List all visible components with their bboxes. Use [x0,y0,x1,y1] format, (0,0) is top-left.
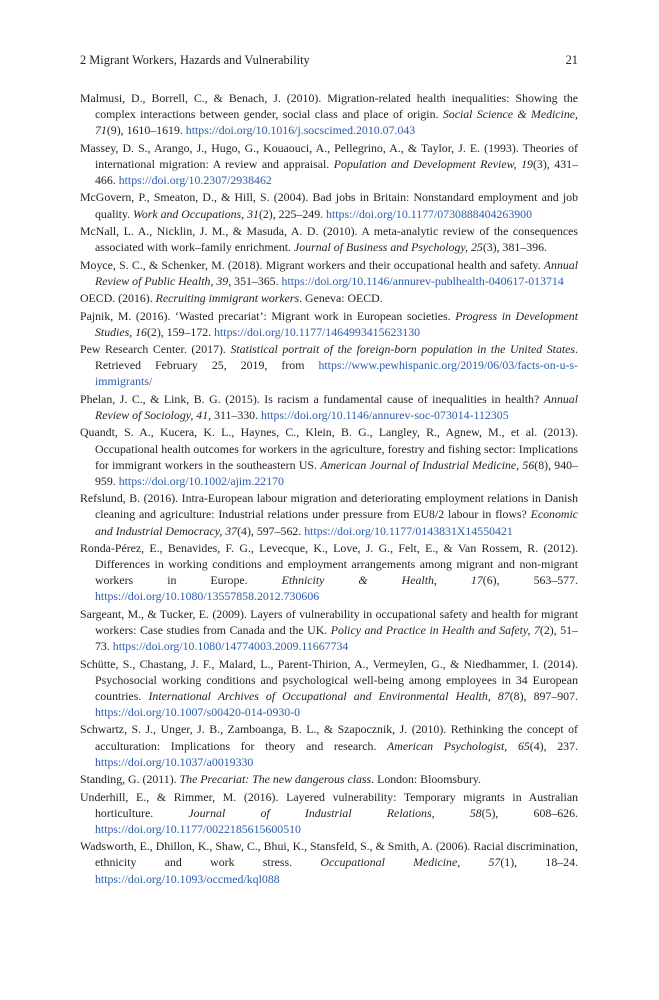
journal-title: Journal of Business and Psychology, 25 [293,240,483,255]
reference-text: (4), 597–562. [237,523,305,538]
reference-text: (4), 237. [529,738,578,753]
journal-title: Statistical portrait of the foreign-born population in the United States [230,342,576,357]
reference-text: (1), 18–24. [500,855,578,870]
doi-link[interactable]: https://doi.org/10.1177/0022185615600510 [95,821,301,836]
journal-title: Recruiting immigrant workers [155,291,300,306]
reference-text: (8), 897–907. [509,688,578,703]
page-number: 21 [565,53,578,67]
reference-entry [80,540,578,605]
running-header [80,52,578,68]
reference-text: Underhill, E., & Rimmer, M. (2016). Layered vulnerability: Temporary migrants in Australian horticulture. [80,789,578,820]
reference-entry [80,341,578,389]
reference-text: (2), 225–249. [258,206,327,221]
journal-title: Ethnicity & Health, 17 [281,573,483,588]
doi-link[interactable]: https://doi.org/10.1146/annurev-publhealth-040617-013714 [281,273,564,288]
reference-text: Quandt, S. A., Kucera, K. L., Haynes, C., Klein, B. G., Langley, R., Agnew, M., et al. (2013). Occupational health outcomes for workers in the agriculture, forestry and fishing sector: Implications for immigrant workers in the southeastern US. [80,425,578,472]
reference-text: . Retrieved February 25, 2019, from [95,342,578,373]
journal-title: American Journal of Industrial Medicine, 56 [320,457,535,472]
reference-entry [80,189,578,221]
reference-text: Refslund, B. (2016). Intra-European labour migration and deteriorating employment relations in Danish cleaning and agriculture: Industrial relations under pressure from EU8/2 labour in flows? [80,491,578,522]
journal-title: Occupational Medicine, 57 [320,855,501,870]
reference-entry [80,257,578,289]
doi-link[interactable]: https://doi.org/10.1177/0730888404263900 [326,206,533,221]
journal-title: Social Science & Medicine, 71 [95,107,578,138]
doi-link[interactable]: https://doi.org/10.1146/annurev-soc-073014-112305 [261,407,509,422]
doi-link[interactable]: https://doi.org/10.2307/2938462 [118,173,272,188]
reference-text: Standing, G. (2011). [80,772,180,787]
doi-link[interactable]: https://doi.org/10.1002/ajim.22170 [118,473,284,488]
reference-text: , 351–365. [228,273,282,288]
reference-text: Malmusi, D., Borrell, C., & Benach, J. (2010). Migration-related health inequalities: Showing the complex interactions between gender, social class and place of origin. [80,91,578,122]
reference-text: OECD. (2016). [80,291,156,306]
reference-text: Wadsworth, E., Dhillon, K., Shaw, C., Bhui, K., Stansfeld, S., & Smith, A. (2006). Racial discrimination, ethnicity and work stress. [80,839,578,870]
reference-entry [80,290,578,306]
journal-title: Population and Development Review, 19 [333,156,533,171]
reference-text: . London: Bloomsbury. [371,772,481,787]
reference-entry [80,721,578,769]
doi-link[interactable]: https://doi.org/10.1037/a0019330 [95,754,254,769]
doi-link[interactable]: https://doi.org/10.1080/14774003.2009.11667734 [112,639,349,654]
reference-text: McNall, L. A., Nicklin, J. M., & Masuda, A. D. (2010). A meta-analytic review of the consequences associated with work–family enrichment. [80,224,578,255]
reference-text: , 311–330. [208,407,262,422]
reference-entry [80,838,578,886]
journal-title: Progress in Development Studies, 16 [95,308,578,339]
reference-text: Phelan, J. C., & Link, B. G. (2015). Is racism a fundamental cause of inequalities in health? [80,391,544,406]
reference-entry [80,490,578,538]
reference-entry [80,789,578,837]
journal-title: American Psychologist, 65 [387,738,530,753]
journal-title: The Precariat: The new dangerous class [179,772,372,787]
reference-entry [80,223,578,255]
reference-entry [80,424,578,489]
journal-title: Economic and Industrial Democracy, 37 [95,507,578,538]
reference-text: Pajnik, M. (2016). ‘Wasted precariat’: Migrant work in European societies. [80,308,456,323]
reference-text: Schwartz, S. J., Unger, J. B., Zamboanga, B. L., & Szapocznik, J. (2010). Rethinking the concept of acculturation: Implications for theory and research. [80,722,578,753]
reference-text: (8), 940–959. [95,457,578,488]
reference-text: (2), 51–73. [95,623,578,654]
reference-text: (2), 159–172. [146,324,215,339]
reference-text: . Geneva: OECD. [299,291,383,306]
reference-text: Pew Research Center. (2017). [80,342,231,357]
doi-link[interactable]: https://doi.org/10.1093/occmed/kql088 [95,871,280,886]
journal-title: Journal of Industrial Relations, 58 [188,805,482,820]
reference-text: Massey, D. S., Arango, J., Hugo, G., Kouaouci, A., Pellegrino, A., & Taylor, J. E. (1993). Theories of international migration: A review and appraisal. [80,140,578,171]
reference-text: Schütte, S., Chastang, J. F., Malard, L., Parent-Thirion, A., Vermeylen, G., & Niedhammer, I. (2014). Psychosocial working conditions and psychological well-being among employees in 34 European countries. [80,656,578,703]
doi-link[interactable]: https://doi.org/10.1080/13557858.2012.730606 [95,589,320,604]
reference-list [80,90,578,888]
reference-entry [80,656,578,721]
reference-text: (6), 563–577. [482,573,578,588]
reference-text: Sargeant, M., & Tucker, E. (2009). Layers of vulnerability in occupational safety and health for migrant workers: Case studies from Canada and the UK. [80,606,578,637]
reference-entry [80,771,578,787]
doi-link[interactable]: https://doi.org/10.1177/0143831X14550421 [304,523,513,538]
reference-entry [80,308,578,340]
journal-title: Work and Occupations, 31 [133,206,259,221]
reference-entry [80,606,578,654]
reference-entry [80,140,578,188]
doi-link[interactable]: https://doi.org/10.1177/1464993415623130 [214,324,421,339]
journal-title: International Archives of Occupational and Environmental Health, 87 [148,688,510,703]
reference-text: (9), 1610–1619. [106,123,186,138]
journal-title: Annual Review of Public Health, 39 [95,257,578,288]
journal-title: Annual Review of Sociology, 41 [95,391,578,422]
doi-link[interactable]: https://doi.org/10.1016/j.socscimed.2010.07.043 [185,123,416,138]
doi-link[interactable]: https://doi.org/10.1007/s00420-014-0930-0 [95,705,301,720]
reference-text: McGovern, P., Smeaton, D., & Hill, S. (2004). Bad jobs in Britain: Nonstandard employment and job quality. [80,190,578,221]
journal-title: Policy and Practice in Health and Safety, 7 [330,623,540,637]
reference-text: Moyce, S. C., & Schenker, M. (2018). Migrant workers and their occupational health and safety. [80,257,544,272]
chapter-title: 2 Migrant Workers, Hazards and Vulnerability [80,53,310,67]
reference-text: (3), 381–396. [482,240,547,255]
reference-entry [80,391,578,423]
reference-entry [80,90,578,138]
doi-link[interactable]: https://www.pewhispanic.org/2019/06/03/facts-on-u-s-immigrants/ [95,358,578,389]
reference-text: (3), 431–466. [95,156,578,188]
reference-text: Ronda-Pérez, E., Benavides, F. G., Levecque, K., Love, J. G., Felt, E., & Van Rossem, R. (2012). Differences in working conditions and employment arrangements among migrant and non-migrant workers in Europe. [80,540,578,588]
reference-text: (5), 608–626. [481,805,578,820]
